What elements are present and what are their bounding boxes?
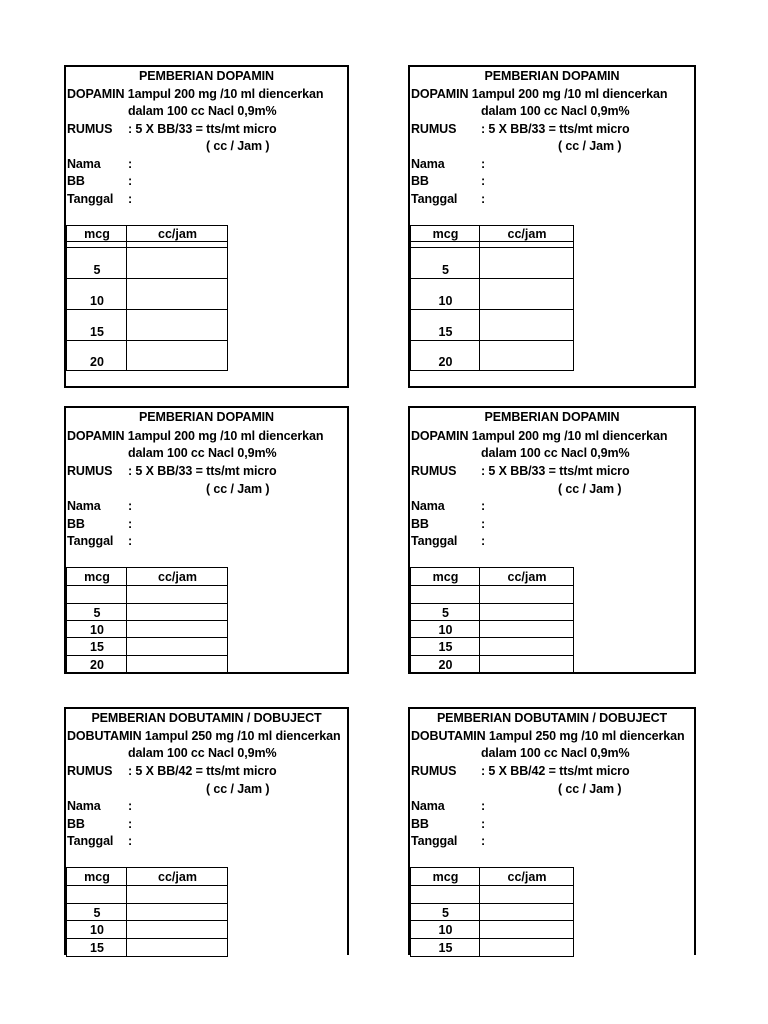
dose-value: 10 [90,294,104,308]
dilution-line: DOBUTAMIN 1ampul 250 mg /10 ml diencerkan [411,729,685,743]
table-row[interactable] [411,621,574,638]
field-bb-label: BB [411,174,429,188]
dose-value: 10 [90,623,104,637]
field-nama-label: Nama [411,799,445,813]
card-title: PEMBERIAN DOBUTAMIN / DOBUJECT [436,711,668,725]
rumus-unit: ( cc / Jam ) [206,482,270,496]
rumus-label: RUMUS [411,122,457,136]
dopamin-card-2 [408,65,696,388]
rumus-formula: : 5 X BB/33 = tts/mt micro [128,122,277,136]
field-tanggal-sep[interactable]: : [481,834,486,848]
header-mcg: mcg [432,570,459,584]
dose-table [410,567,574,674]
header-mcg: mcg [84,870,110,884]
rumus-formula: : 5 X BB/33 = tts/mt micro [481,464,630,478]
header-cc-jam: cc/jam [507,227,547,241]
field-bb-label: BB [67,517,85,531]
header-mcg: mcg [84,570,110,584]
dilution-line: DOPAMIN 1ampul 200 mg /10 ml diencerkan [67,429,324,443]
table-row[interactable] [67,921,228,939]
table-row [67,586,228,604]
table-row [411,886,574,904]
dose-value: 5 [93,906,101,920]
card-title: PEMBERIAN DOBUTAMIN / DOBUJECT [91,711,322,725]
dose-value: 20 [90,355,104,369]
field-nama-label: Nama [67,157,101,171]
rumus-unit: ( cc / Jam ) [206,139,270,153]
field-bb-sep[interactable]: : [128,517,133,531]
dopamin-card-4 [408,406,696,674]
dilution-line: DOBUTAMIN 1ampul 250 mg /10 ml diencerkan [67,729,341,743]
field-nama-sep[interactable]: : [481,157,486,171]
dose-value: 5 [442,906,449,920]
field-bb-sep[interactable]: : [128,174,133,188]
card-title: PEMBERIAN DOPAMIN [484,69,620,83]
table-header-row [411,868,574,886]
table-row[interactable] [67,279,228,310]
field-nama-label: Nama [411,499,445,513]
rumus-label: RUMUS [67,122,113,136]
header-cc-jam: cc/jam [507,870,547,884]
table-row[interactable] [411,341,574,371]
dose-table [410,867,574,957]
dilution-line-2: dalam 100 cc Nacl 0,9m% [128,746,277,760]
field-tanggal-label: Tanggal [411,192,458,206]
table-row[interactable] [67,939,228,957]
table-row[interactable] [67,341,228,371]
dose-table [66,225,228,371]
table-row[interactable] [411,604,574,621]
table-header-row [411,568,574,586]
field-nama-sep[interactable]: : [128,157,133,171]
dose-value: 15 [90,941,104,955]
header-mcg: mcg [432,227,459,241]
dose-value: 10 [438,923,453,937]
dilution-line-2: dalam 100 cc Nacl 0,9m% [481,446,630,460]
field-nama-sep[interactable]: : [128,499,133,513]
dose-value: 20 [438,355,453,369]
rumus-formula: : 5 X BB/42 = tts/mt micro [128,764,277,778]
rumus-unit: ( cc / Jam ) [558,482,622,496]
rumus-unit: ( cc / Jam ) [206,782,270,796]
dose-value: 5 [93,606,101,620]
dilution-line-2: dalam 100 cc Nacl 0,9m% [128,446,277,460]
dose-value: 15 [438,640,453,654]
dose-value: 15 [438,941,453,955]
table-header-row [411,226,574,242]
table-row[interactable] [411,310,574,341]
table-row[interactable] [67,604,228,621]
field-tanggal-label: Tanggal [67,192,114,206]
table-row[interactable] [67,904,228,921]
dose-table [410,225,574,371]
dose-table [66,867,228,957]
rumus-unit: ( cc / Jam ) [558,782,622,796]
table-row[interactable] [411,248,574,279]
table-row [67,886,228,904]
rumus-formula: : 5 X BB/33 = tts/mt micro [128,464,277,478]
table-header-row [67,568,228,586]
dobutamin-card-1 [64,707,349,955]
dilution-line-2: dalam 100 cc Nacl 0,9m% [481,104,630,118]
field-bb-label: BB [411,817,429,831]
table-row[interactable] [411,904,574,921]
table-header-row [67,868,228,886]
field-tanggal-label: Tanggal [67,834,114,848]
rumus-label: RUMUS [67,464,113,478]
dose-value: 10 [438,294,453,308]
card-title: PEMBERIAN DOPAMIN [139,410,274,424]
table-row[interactable] [411,279,574,310]
field-tanggal-sep[interactable]: : [128,534,133,548]
dilution-line-2: dalam 100 cc Nacl 0,9m% [481,746,630,760]
field-tanggal-label: Tanggal [67,534,114,548]
field-nama-sep[interactable]: : [481,499,486,513]
field-nama-label: Nama [67,799,101,813]
field-bb-sep[interactable]: : [128,817,133,831]
rumus-label: RUMUS [411,464,457,478]
table-row[interactable] [67,638,228,656]
card-title: PEMBERIAN DOPAMIN [484,410,620,424]
rumus-label: RUMUS [67,764,113,778]
rumus-unit: ( cc / Jam ) [558,139,622,153]
header-mcg: mcg [84,227,110,241]
field-bb-label: BB [67,817,85,831]
dose-value: 10 [90,923,104,937]
field-nama-label: Nama [411,157,445,171]
card-title: PEMBERIAN DOPAMIN [139,69,274,83]
field-nama-label: Nama [67,499,101,513]
dose-table [66,567,228,674]
dose-value: 10 [438,623,453,637]
table-header-row [67,226,228,242]
dobutamin-card-2 [408,707,696,955]
rumus-formula: : 5 X BB/42 = tts/mt micro [481,764,630,778]
rumus-label: RUMUS [411,764,457,778]
field-bb-sep[interactable]: : [481,517,486,531]
field-tanggal-sep[interactable]: : [481,534,486,548]
table-row [411,586,574,604]
table-row[interactable] [411,939,574,957]
field-tanggal-sep[interactable]: : [128,834,133,848]
dopamin-card-3 [64,406,349,674]
field-bb-sep[interactable]: : [481,817,486,831]
header-cc-jam: cc/jam [507,570,547,584]
field-tanggal-sep[interactable]: : [481,192,486,206]
header-cc-jam: cc/jam [158,870,197,884]
dose-value: 5 [93,263,101,277]
table-row[interactable] [411,921,574,939]
dose-value: 20 [90,658,104,672]
header-cc-jam: cc/jam [158,570,197,584]
header-mcg: mcg [432,870,459,884]
field-tanggal-label: Tanggal [411,834,458,848]
dose-value: 5 [442,263,449,277]
field-tanggal-label: Tanggal [411,534,458,548]
dilution-line: DOPAMIN 1ampul 200 mg /10 ml diencerkan [411,429,668,443]
table-row[interactable] [67,656,228,674]
table-row[interactable] [67,310,228,341]
field-nama-sep[interactable]: : [481,799,486,813]
table-row[interactable] [411,656,574,674]
table-row[interactable] [411,638,574,656]
rumus-formula: : 5 X BB/33 = tts/mt micro [481,122,630,136]
table-row[interactable] [67,621,228,638]
field-bb-sep[interactable]: : [481,174,486,188]
dilution-line-2: dalam 100 cc Nacl 0,9m% [128,104,277,118]
dose-value: 20 [438,658,453,672]
field-bb-label: BB [411,517,429,531]
field-nama-sep[interactable]: : [128,799,133,813]
dilution-line: DOPAMIN 1ampul 200 mg /10 ml diencerkan [411,87,668,101]
dilution-line: DOPAMIN 1ampul 200 mg /10 ml diencerkan [67,87,324,101]
dose-value: 5 [442,606,449,620]
field-bb-label: BB [67,174,85,188]
dose-value: 15 [90,325,104,339]
dose-value: 15 [90,640,104,654]
header-cc-jam: cc/jam [158,227,197,241]
dopamin-card-1 [64,65,349,388]
dose-value: 15 [438,325,453,339]
table-row[interactable] [67,248,228,279]
field-tanggal-sep[interactable]: : [128,192,133,206]
